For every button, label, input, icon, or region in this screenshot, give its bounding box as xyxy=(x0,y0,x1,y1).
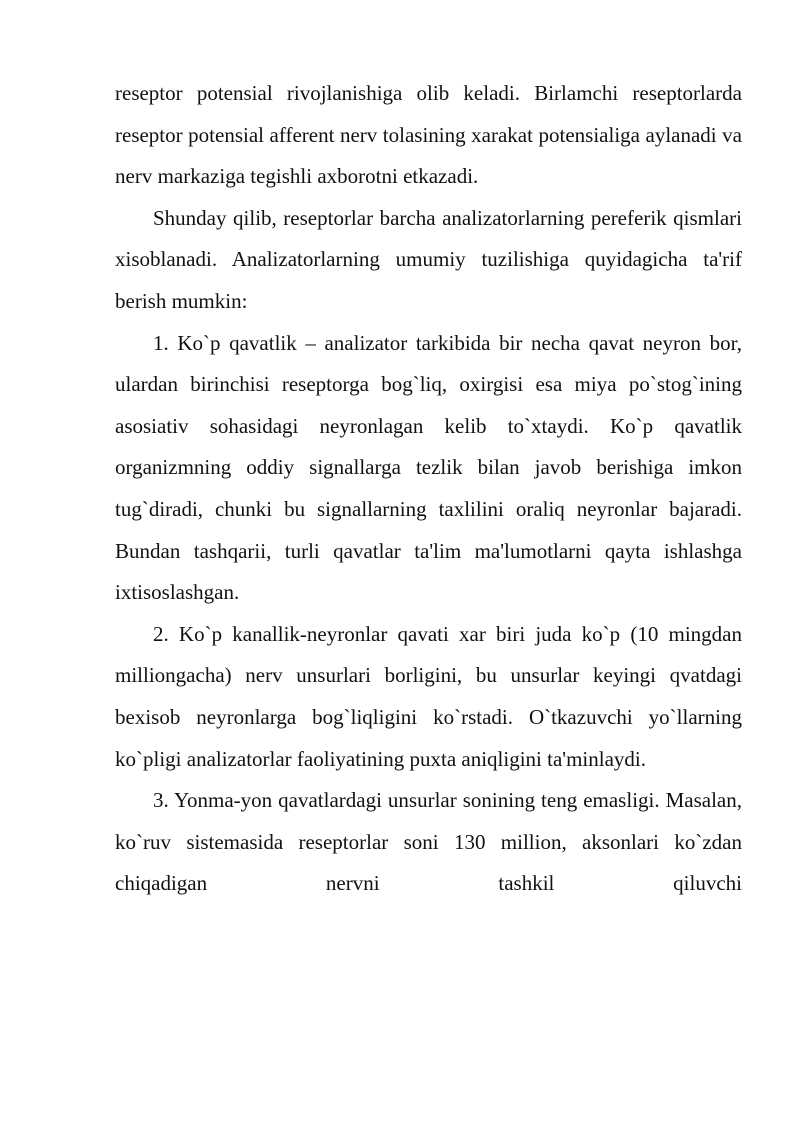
paragraph-multilayer: 1. Ko`p qavatlik – analizator tarkibida bir necha qavat neyron bor, ulardan birinchisi reseptorga bog`liq, oxirgisi esa miya po`stog`ining asosiativ sohasidagi neyronlagan kelib to`xtaydi. Ko`p qavatlik organizmning oddiy signallarga tezlik bilan javob berishiga imkon tug`diradi, chunki bu signallarning taxlilini oraliq neyronlar bajaradi. Bundan tashqarii, turli qavatlar ta'lim ma'lumotlarni qayta ishlashga ixtisoslashgan. xyxy=(115,330,742,605)
paragraph-analyzer-structure-intro: Shunday qilib, reseptorlar barcha analizatorlarning pereferik qismlari xisoblanadi. Analizatorlarning umumiy tuzilishiga quyidagicha ta'rif berish mumkin: xyxy=(115,205,742,313)
paragraph-multichannel: 2. Ko`p kanallik-neyronlar qavati xar biri juda ko`p (10 mingdan milliongacha) nerv unsurlari borligini, bu unsurlar keyingi qvatdagi bexisob neyronlarga bog`liqligini ko`rstadi. O`tkazuvchi yo`llarning ko`pligi analizatorlar faoliyatining puxta aniqligini ta'minlaydi. xyxy=(115,621,742,771)
paragraph-unequal-layers: 3. Yonma-yon qavatlardagi unsurlar sonining teng emasligi. Masalan, ko`ruv sistemasida reseptorlar soni 130 million, aksonlari ko`zdan chiqadigan nervni tashkil qiluvchi xyxy=(115,788,742,896)
paragraph-receptor-potential: reseptor potensial rivojlanishiga olib keladi. Birlamchi reseptorlarda reseptor potensial afferent nerv tolasining xarakat potensialiga aylanadi va nerv markaziga tegishli axborotni etkazadi. xyxy=(115,81,742,189)
document-page xyxy=(115,73,742,905)
